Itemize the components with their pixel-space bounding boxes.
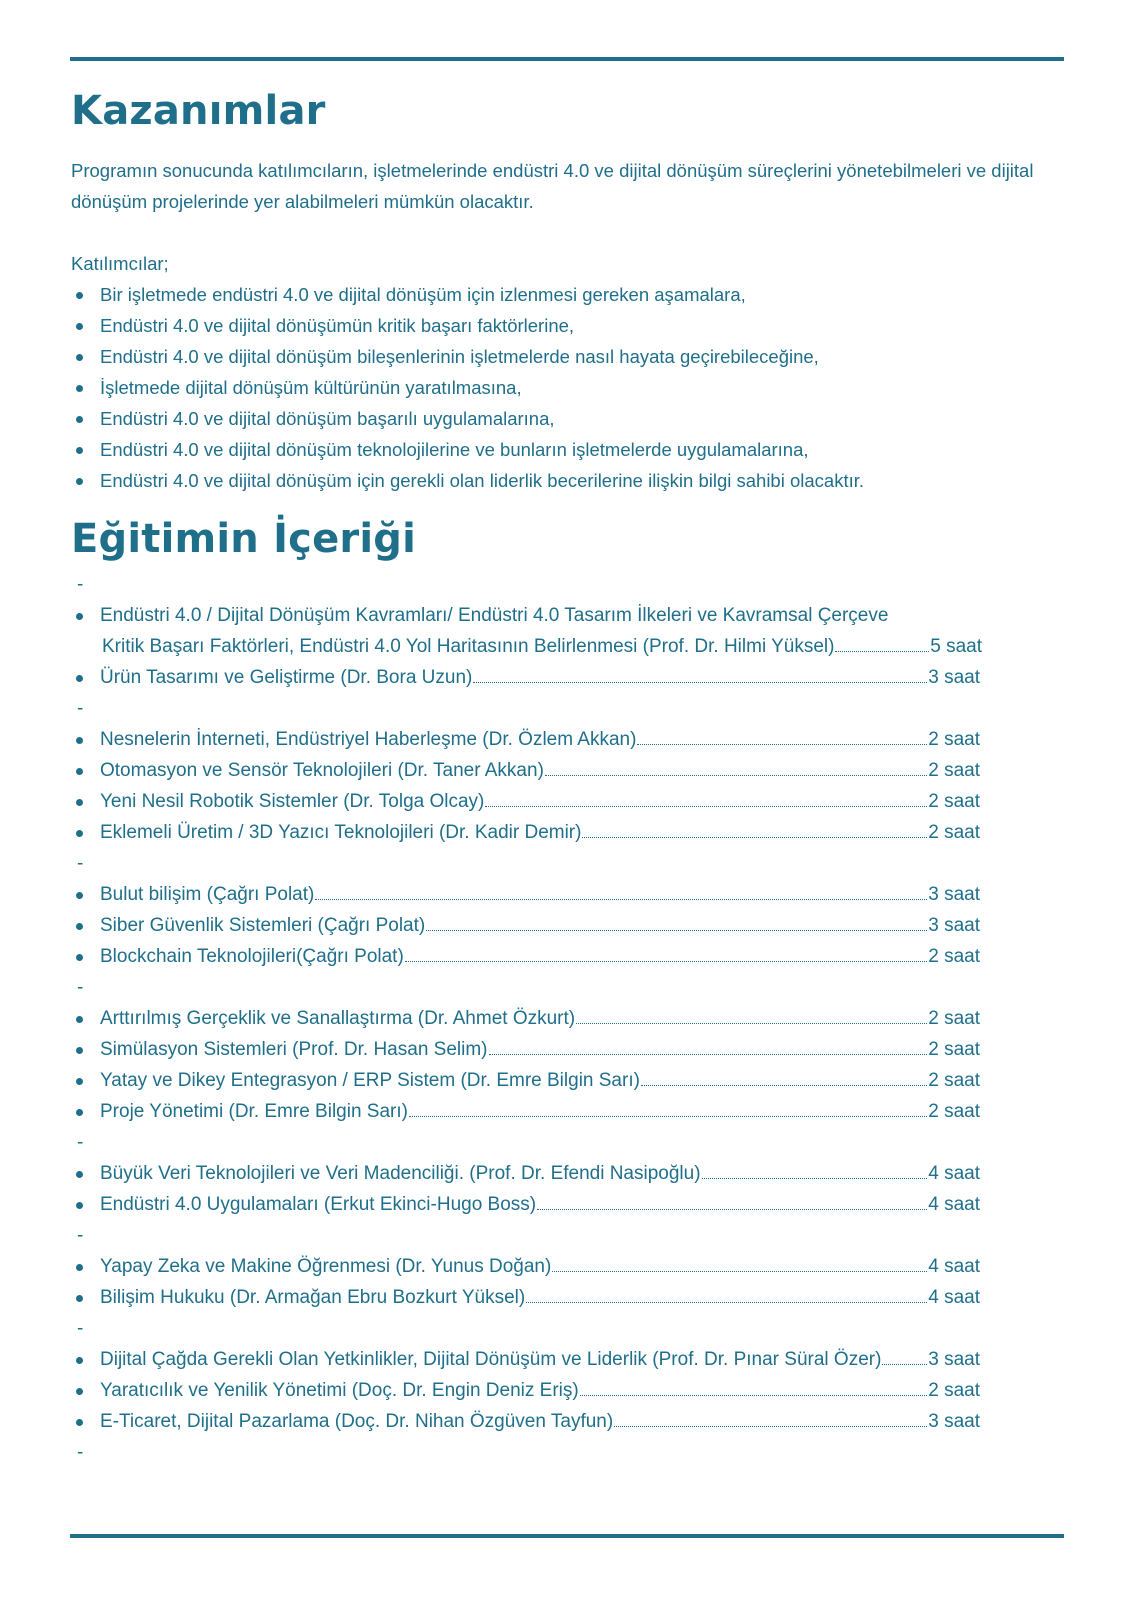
- course-contents: [71, 569, 1065, 1468]
- hours-label: 3 saat: [928, 1349, 980, 1370]
- list-item: İşletmede dijital dönüşüm kültürünün yaratılmasına,: [71, 372, 1061, 403]
- outcomes-list: [71, 279, 1061, 496]
- group-separator: -: [77, 1132, 84, 1153]
- list-item: Endüstri 4.0 ve dijital dönüşüm bileşenlerinin işletmelerde nasıl hayata geçirebileceğine,: [71, 341, 1061, 372]
- group-separator: -: [77, 1318, 84, 1339]
- list-item: Simülasyon Sistemleri (Prof. Dr. Hasan Selim) 2 saat: [71, 1034, 980, 1065]
- list-item: Yaratıcılık ve Yenilik Yönetimi (Doç. Dr. Engin Deniz Eriş) 2 saat: [71, 1375, 980, 1406]
- hours-label: 3 saat: [928, 884, 980, 905]
- group-separator: -: [77, 1225, 84, 1246]
- hours-label: 2 saat: [928, 1008, 980, 1029]
- list-item: Yapay Zeka ve Makine Öğrenmesi (Dr. Yunus Doğan) 4 saat: [71, 1251, 980, 1282]
- hours-label: 2 saat: [928, 760, 980, 781]
- list-item: Bilişim Hukuku (Dr. Armağan Ebru Bozkurt Yüksel) 4 saat: [71, 1282, 980, 1313]
- hours-label: 2 saat: [928, 791, 980, 812]
- section-title-kazanimlar: Kazanımlar: [71, 88, 326, 134]
- list-item: Endüstri 4.0 ve dijital dönüşüm için gerekli olan liderlik becerilerine ilişkin bilgi sahibi olacaktır.: [71, 465, 1061, 496]
- list-item: Siber Güvenlik Sistemleri (Çağrı Polat) 3 saat: [71, 910, 980, 941]
- hours-label: 4 saat: [928, 1256, 980, 1277]
- list-item: Yeni Nesil Robotik Sistemler (Dr. Tolga Olcay) 2 saat: [71, 786, 980, 817]
- list-item: Bulut bilişim (Çağrı Polat) 3 saat: [71, 879, 980, 910]
- hours-label: 4 saat: [928, 1194, 980, 1215]
- list-item: Eklemeli Üretim / 3D Yazıcı Teknolojileri (Dr. Kadir Demir) 2 saat: [71, 817, 980, 848]
- bottom-divider: [70, 1534, 1064, 1538]
- list-item: Nesnelerin İnterneti, Endüstriyel Haberleşme (Dr. Özlem Akkan) 2 saat: [71, 724, 980, 755]
- hours-label: 2 saat: [928, 729, 980, 750]
- list-item-continuation: Kritik Başarı Faktörleri, Endüstri 4.0 Yol Haritasının Belirlenmesi (Prof. Dr. Hilmi Yüksel) 5 saat: [71, 631, 982, 662]
- group-separator: -: [77, 698, 84, 719]
- group-separator: -: [77, 853, 84, 874]
- hours-label: 3 saat: [928, 1411, 980, 1432]
- hours-label: 3 saat: [928, 667, 980, 688]
- hours-label: 2 saat: [928, 946, 980, 967]
- list-item: Yatay ve Dikey Entegrasyon / ERP Sistem (Dr. Emre Bilgin Sarı) 2 saat: [71, 1065, 980, 1096]
- hours-label: 2 saat: [928, 1101, 980, 1122]
- hours-label: 2 saat: [928, 1039, 980, 1060]
- list-item: Bir işletmede endüstri 4.0 ve dijital dönüşüm için izlenmesi gereken aşamalara,: [71, 279, 1061, 310]
- list-item: Dijital Çağda Gerekli Olan Yetkinlikler, Dijital Dönüşüm ve Liderlik (Prof. Dr. Pınar Süral Özer) 3 saat: [71, 1344, 980, 1375]
- participants-lead: Katılımcılar;: [71, 253, 169, 274]
- group-separator: -: [77, 977, 84, 998]
- top-divider: [70, 57, 1064, 61]
- intro-paragraph: Programın sonucunda katılımcıların, işletmelerinde endüstri 4.0 ve dijital dönüşüm süreçlerini yönetebilmeleri ve dijital dönüşüm projelerinde yer alabilmeleri mümkün olacaktır.: [71, 160, 1034, 212]
- hours-label: 2 saat: [928, 1070, 980, 1091]
- list-item: Endüstri 4.0 / Dijital Dönüşüm Kavramları/ Endüstri 4.0 Tasarım İlkeleri ve Kavramsal Çerçeve: [71, 600, 1065, 631]
- hours-label: 4 saat: [928, 1163, 980, 1184]
- list-item: Büyük Veri Teknolojileri ve Veri Madenciliği. (Prof. Dr. Efendi Nasipoğlu) 4 saat: [71, 1158, 980, 1189]
- list-item: Ürün Tasarımı ve Geliştirme (Dr. Bora Uzun) 3 saat: [71, 662, 980, 693]
- hours-label: 4 saat: [928, 1287, 980, 1308]
- list-item: Endüstri 4.0 ve dijital dönüşüm teknolojilerine ve bunların işletmelerde uygulamalarına,: [71, 434, 1061, 465]
- hours-label: 5 saat: [930, 636, 982, 657]
- list-item: Arttırılmış Gerçeklik ve Sanallaştırma (Dr. Ahmet Özkurt) 2 saat: [71, 1003, 980, 1034]
- list-item: Endüstri 4.0 ve dijital dönüşümün kritik başarı faktörlerine,: [71, 310, 1061, 341]
- list-item: E-Ticaret, Dijital Pazarlama (Doç. Dr. Nihan Özgüven Tayfun) 3 saat: [71, 1406, 980, 1437]
- hours-label: 3 saat: [928, 915, 980, 936]
- list-item: Proje Yönetimi (Dr. Emre Bilgin Sarı) 2 saat: [71, 1096, 980, 1127]
- hours-label: 2 saat: [928, 1380, 980, 1401]
- group-separator: -: [77, 1442, 84, 1463]
- hours-label: 2 saat: [928, 822, 980, 843]
- list-item: Blockchain Teknolojileri(Çağrı Polat) 2 saat: [71, 941, 980, 972]
- list-item: Endüstri 4.0 ve dijital dönüşüm başarılı uygulamalarına,: [71, 403, 1061, 434]
- section-title-icerik: Eğitimin İçeriği: [71, 516, 416, 562]
- list-item: Endüstri 4.0 Uygulamaları (Erkut Ekinci-Hugo Boss) 4 saat: [71, 1189, 980, 1220]
- group-separator: -: [77, 574, 84, 595]
- list-item: Otomasyon ve Sensör Teknolojileri (Dr. Taner Akkan) 2 saat: [71, 755, 980, 786]
